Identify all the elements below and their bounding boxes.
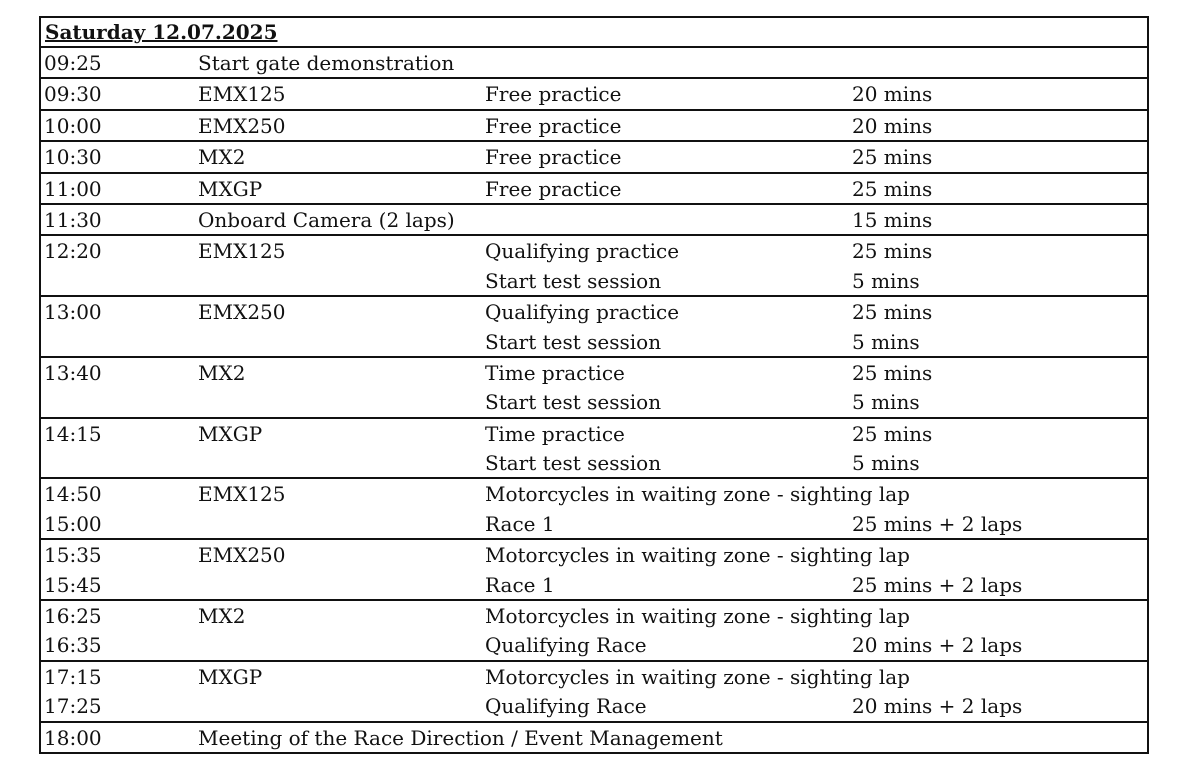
schedule-row (41, 142, 1147, 171)
schedule-row (41, 662, 1147, 691)
class-cell: EMX250 (198, 113, 286, 138)
duration-cell: 20 mins (852, 113, 933, 138)
class-cell: Onboard Camera (2 laps) (198, 207, 455, 232)
schedule-row (41, 111, 1147, 140)
class-cell: EMX250 (198, 543, 286, 568)
session-cell: Race 1 (485, 511, 555, 536)
session-cell: Motorcycles in waiting zone - sighting lap (485, 482, 910, 507)
session-cell: Qualifying Race (485, 633, 647, 658)
schedule-row (41, 174, 1147, 203)
duration-cell: 5 mins (852, 329, 920, 354)
duration-cell: 5 mins (852, 390, 920, 415)
schedule-row (41, 419, 1147, 448)
schedule-row (41, 79, 1147, 108)
duration-cell: 25 mins (852, 300, 933, 325)
schedule-block (41, 662, 1147, 723)
session-cell: Time practice (485, 360, 625, 385)
session-cell: Motorcycles in waiting zone - sighting lap (485, 664, 910, 689)
duration-cell: 25 mins (852, 239, 933, 264)
schedule-block (41, 111, 1147, 142)
schedule-date-title: Saturday 12.07.2025 (41, 18, 1147, 48)
time-cell: 10:00 (44, 113, 102, 138)
duration-cell: 25 mins + 2 laps (852, 511, 1023, 536)
class-cell: MXGP (198, 664, 263, 689)
session-cell: Start test session (485, 451, 662, 476)
schedule-blocks (41, 48, 1147, 752)
session-cell: Free practice (485, 113, 622, 138)
schedule-table (39, 16, 1149, 754)
duration-cell: 15 mins (852, 207, 933, 232)
schedule-row (41, 327, 1147, 356)
schedule-block (41, 358, 1147, 419)
time-cell: 15:00 (44, 511, 102, 536)
schedule-block (41, 297, 1147, 358)
session-cell: Qualifying practice (485, 300, 680, 325)
duration-cell: 25 mins (852, 360, 933, 385)
session-cell: Motorcycles in waiting zone - sighting lap (485, 543, 910, 568)
schedule-block (41, 142, 1147, 173)
session-cell: Start test session (485, 390, 662, 415)
schedule-block (41, 601, 1147, 662)
session-cell: Free practice (485, 145, 622, 170)
schedule-block (41, 723, 1147, 752)
schedule-row (41, 448, 1147, 477)
duration-cell: 25 mins (852, 176, 933, 201)
schedule-row (41, 601, 1147, 630)
schedule-row (41, 691, 1147, 720)
schedule-row (41, 570, 1147, 599)
time-cell: 14:15 (44, 421, 102, 446)
schedule-row (41, 630, 1147, 659)
duration-cell: 25 mins (852, 145, 933, 170)
class-cell: MX2 (198, 145, 246, 170)
duration-cell: 25 mins + 2 laps (852, 572, 1023, 597)
session-cell: Start test session (485, 329, 662, 354)
schedule-block (41, 205, 1147, 236)
schedule-row (41, 266, 1147, 295)
time-cell: 11:30 (44, 207, 102, 232)
duration-cell: 20 mins + 2 laps (852, 633, 1023, 658)
class-cell: Meeting of the Race Direction / Event Management (198, 725, 723, 750)
time-cell: 18:00 (44, 725, 102, 750)
schedule-block (41, 479, 1147, 540)
session-cell: Motorcycles in waiting zone - sighting lap (485, 604, 910, 629)
time-cell: 17:15 (44, 664, 102, 689)
schedule-block (41, 79, 1147, 110)
class-cell: EMX250 (198, 300, 286, 325)
session-cell: Free practice (485, 82, 622, 107)
session-cell: Race 1 (485, 572, 555, 597)
time-cell: 17:25 (44, 694, 102, 719)
time-cell: 09:30 (44, 82, 102, 107)
duration-cell: 5 mins (852, 451, 920, 476)
schedule-row (41, 509, 1147, 538)
schedule-block (41, 540, 1147, 601)
schedule-row (41, 205, 1147, 234)
session-cell: Qualifying Race (485, 694, 647, 719)
session-cell: Time practice (485, 421, 625, 446)
time-cell: 09:25 (44, 51, 102, 75)
class-cell: Start gate demonstration (198, 51, 455, 75)
duration-cell: 20 mins + 2 laps (852, 694, 1023, 719)
schedule-block (41, 236, 1147, 297)
session-cell: Start test session (485, 268, 662, 293)
schedule-block (41, 174, 1147, 205)
schedule-block (41, 48, 1147, 79)
time-cell: 13:40 (44, 360, 102, 385)
schedule-row (41, 723, 1147, 752)
duration-cell: 25 mins (852, 421, 933, 446)
time-cell: 14:50 (44, 482, 102, 507)
time-cell: 12:20 (44, 239, 102, 264)
class-cell: MXGP (198, 421, 263, 446)
schedule-row (41, 236, 1147, 265)
schedule-row (41, 48, 1147, 77)
time-cell: 13:00 (44, 300, 102, 325)
class-cell: EMX125 (198, 239, 286, 264)
session-cell: Qualifying practice (485, 239, 680, 264)
schedule-block (41, 419, 1147, 480)
class-cell: EMX125 (198, 482, 286, 507)
class-cell: MX2 (198, 360, 246, 385)
class-cell: MX2 (198, 604, 246, 629)
duration-cell: 5 mins (852, 268, 920, 293)
class-cell: EMX125 (198, 82, 286, 107)
class-cell: MXGP (198, 176, 263, 201)
schedule-row (41, 387, 1147, 416)
time-cell: 16:25 (44, 604, 102, 629)
duration-cell: 20 mins (852, 82, 933, 107)
time-cell: 10:30 (44, 145, 102, 170)
schedule-row (41, 540, 1147, 569)
time-cell: 16:35 (44, 633, 102, 658)
schedule-row (41, 479, 1147, 508)
time-cell: 11:00 (44, 176, 102, 201)
time-cell: 15:45 (44, 572, 102, 597)
session-cell: Free practice (485, 176, 622, 201)
time-cell: 15:35 (44, 543, 102, 568)
schedule-row (41, 297, 1147, 326)
schedule-row (41, 358, 1147, 387)
